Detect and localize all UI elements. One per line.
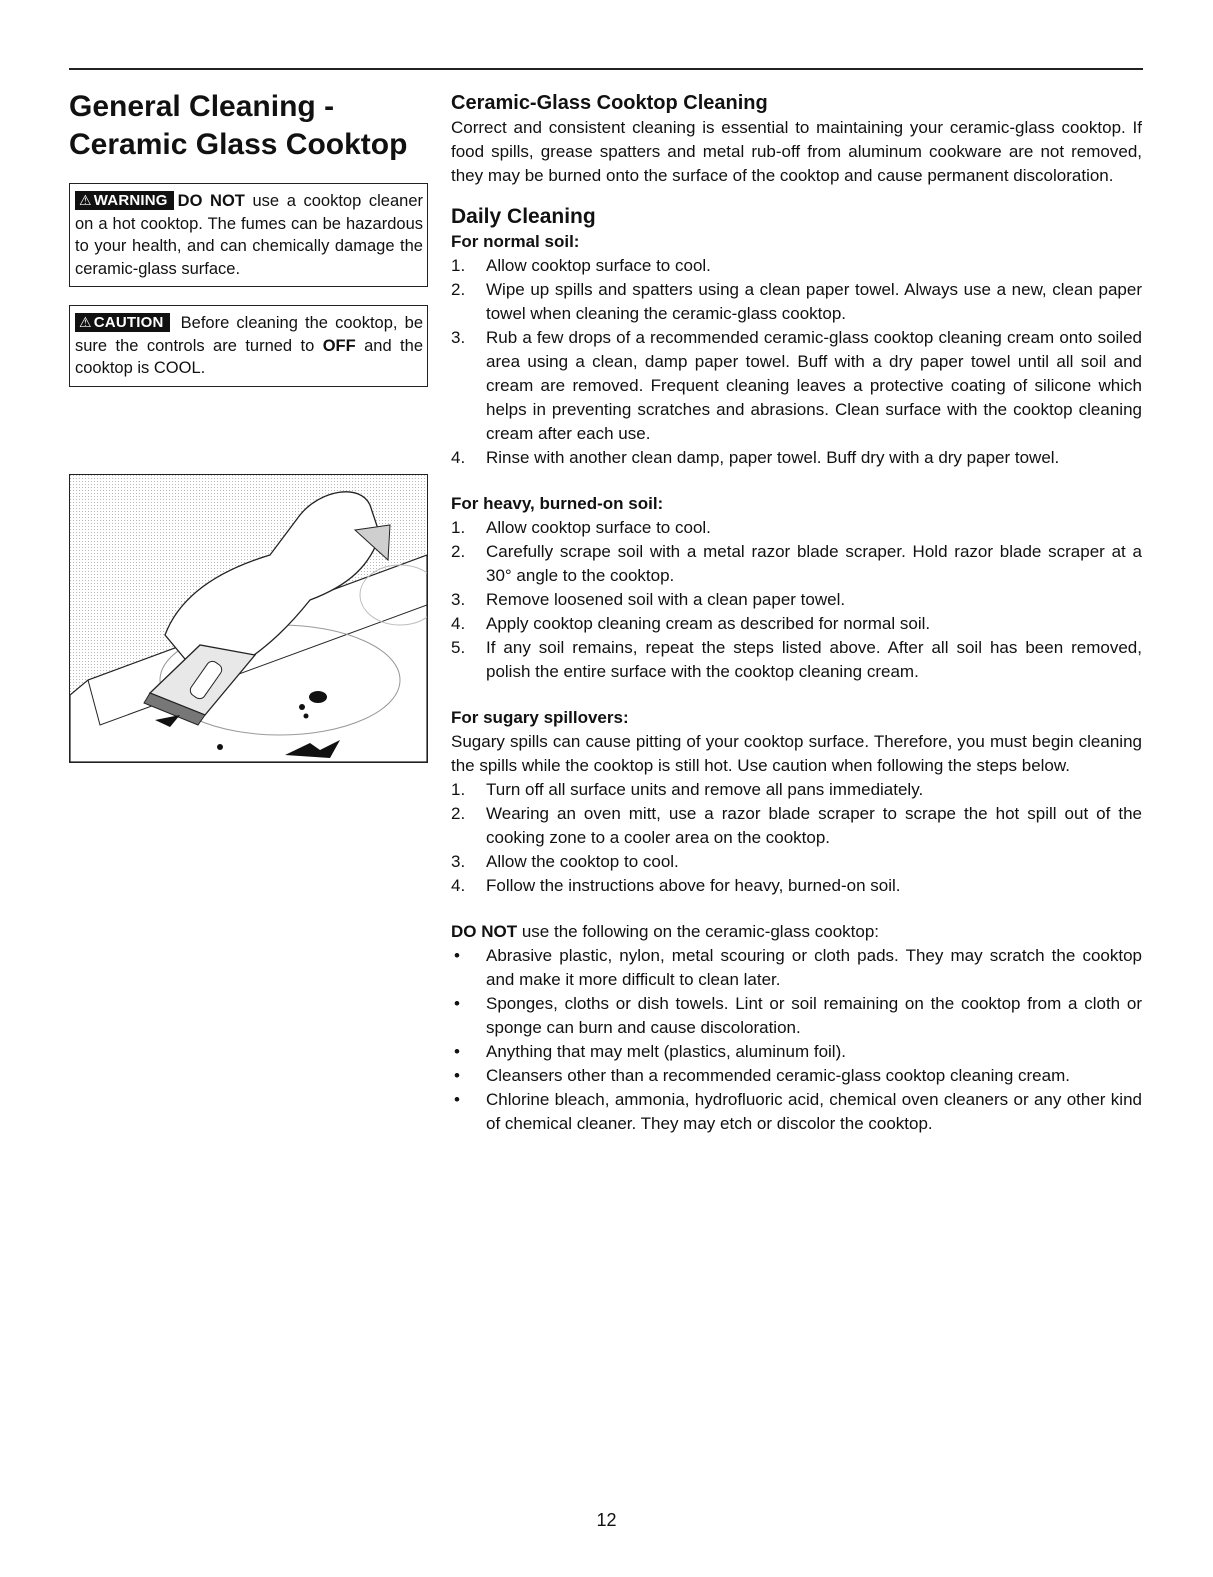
scraper-drawing bbox=[70, 475, 427, 762]
list-item: 2. Carefully scrape soil with a metal razor blade scraper. Hold razor blade scraper at a 30° angle to the cooktop. bbox=[451, 542, 1142, 585]
caution-badge: ⚠ CAUTION bbox=[75, 313, 170, 332]
sugary-steps bbox=[451, 778, 1142, 898]
spill-spot bbox=[309, 691, 327, 703]
caution-triangle-icon: ⚠ bbox=[79, 314, 92, 330]
list-item: • Anything that may melt (plastics, aluminum foil). bbox=[454, 1042, 846, 1061]
spill-drop bbox=[217, 744, 223, 750]
sugary-intro: Sugary spills can cause pitting of your cooktop surface. Therefore, you must begin cleaning the spills while the cooktop is still hot. Use caution when following the steps below. bbox=[451, 732, 1142, 775]
list-item: 5. If any soil remains, repeat the steps listed above. After all soil has been removed, polish the entire surface with the cooktop cleaning cream. bbox=[451, 638, 1142, 681]
list-item: 3. Allow the cooktop to cool. bbox=[451, 852, 679, 871]
sugary-spillovers-heading: For sugary spillovers: bbox=[451, 708, 629, 727]
right-column bbox=[451, 90, 1142, 1136]
list-item: • Chlorine bleach, ammonia, hydrofluoric acid, chemical oven cleaners or any other kind of chemical cleaner. They may etch or discolor the cooktop. bbox=[454, 1090, 1142, 1133]
list-item: 1. Turn off all surface units and remove all pans immediately. bbox=[451, 780, 924, 799]
daily-cleaning-heading: Daily Cleaning bbox=[451, 205, 596, 228]
do-not-intro: DO NOT use the following on the ceramic-glass cooktop: bbox=[451, 922, 880, 941]
list-item: 1. Allow cooktop surface to cool. bbox=[451, 256, 711, 275]
list-item: 4. Follow the instructions above for heavy, burned-on soil. bbox=[451, 876, 901, 895]
do-not-list bbox=[451, 944, 1142, 1136]
list-item: • Abrasive plastic, nylon, metal scouring or cloth pads. They may scratch the cooktop and make it more difficult to clean later. bbox=[454, 946, 1142, 989]
warning-triangle-icon: ⚠ bbox=[79, 192, 92, 208]
list-item: 4. Rinse with another clean damp, paper towel. Buff dry with a dry paper towel. bbox=[451, 448, 1060, 467]
list-item: • Cleansers other than a recommended ceramic-glass cooktop cleaning cream. bbox=[454, 1066, 1070, 1085]
page-title: General Cleaning - Ceramic Glass Cooktop bbox=[69, 90, 408, 161]
list-item: 3. Rub a few drops of a recommended ceramic-glass cooktop cleaning cream onto soiled area using a clean, damp paper towel. Buff with a dry paper towel until all soil and cream are removed. Frequent cleaning leaves a protective coating of silicone which helps in preventing scratches and abrasions. Clean surface with the cooktop cleaning cream after each use. bbox=[451, 328, 1142, 443]
ceramic-glass-intro: Correct and consistent cleaning is essential to maintaining your ceramic-glass cooktop. If food spills, grease spatters and metal rub-off from aluminum cookware are not removed, they may be burned onto the surface of the cooktop and cause permanent discoloration. bbox=[451, 118, 1142, 185]
warning-badge: ⚠ WARNING bbox=[75, 191, 174, 210]
left-column bbox=[69, 88, 428, 387]
list-item: 2. Wearing an oven mitt, use a razor blade scraper to scrape the hot spill out of the cooking zone to a cooler area on the cooktop. bbox=[451, 804, 1142, 847]
heavy-soil-steps bbox=[451, 516, 1142, 684]
list-item: 1. Allow cooktop surface to cool. bbox=[451, 518, 711, 537]
warning-lead: DO NOT bbox=[177, 192, 245, 210]
normal-soil-heading: For normal soil: bbox=[451, 232, 580, 251]
warning-text: use a cooktop cleaner on a hot cooktop. The fumes can be hazardous to your health, and can chemically damage the ceramic-glass surface. bbox=[75, 192, 423, 278]
warning-box bbox=[69, 183, 428, 287]
heavy-soil-heading: For heavy, burned-on soil: bbox=[451, 494, 664, 513]
spill-drop bbox=[304, 714, 309, 719]
page-number: 12 bbox=[596, 1510, 617, 1530]
list-item: 4. Apply cooktop cleaning cream as described for normal soil. bbox=[451, 614, 931, 633]
spill-drop bbox=[299, 704, 305, 710]
ceramic-glass-heading: Ceramic-Glass Cooktop Cleaning bbox=[451, 92, 768, 114]
list-item: 2. Wipe up spills and spatters using a clean paper towel. Always use a new, clean paper towel when cleaning the ceramic-glass cooktop. bbox=[451, 280, 1142, 323]
list-item: • Sponges, cloths or dish towels. Lint or soil remaining on the cooktop from a cloth or sponge can burn and cause discoloration. bbox=[454, 994, 1142, 1037]
normal-soil-steps bbox=[451, 254, 1142, 470]
list-item: 3. Remove loosened soil with a clean paper towel. bbox=[451, 590, 846, 609]
top-rule bbox=[69, 68, 1143, 70]
scraper-illustration bbox=[69, 474, 428, 763]
caution-box: ⚠ CAUTION Before cleaning the cooktop, be sure the controls are turned to OFF and the cooktop is COOL. bbox=[69, 305, 428, 387]
